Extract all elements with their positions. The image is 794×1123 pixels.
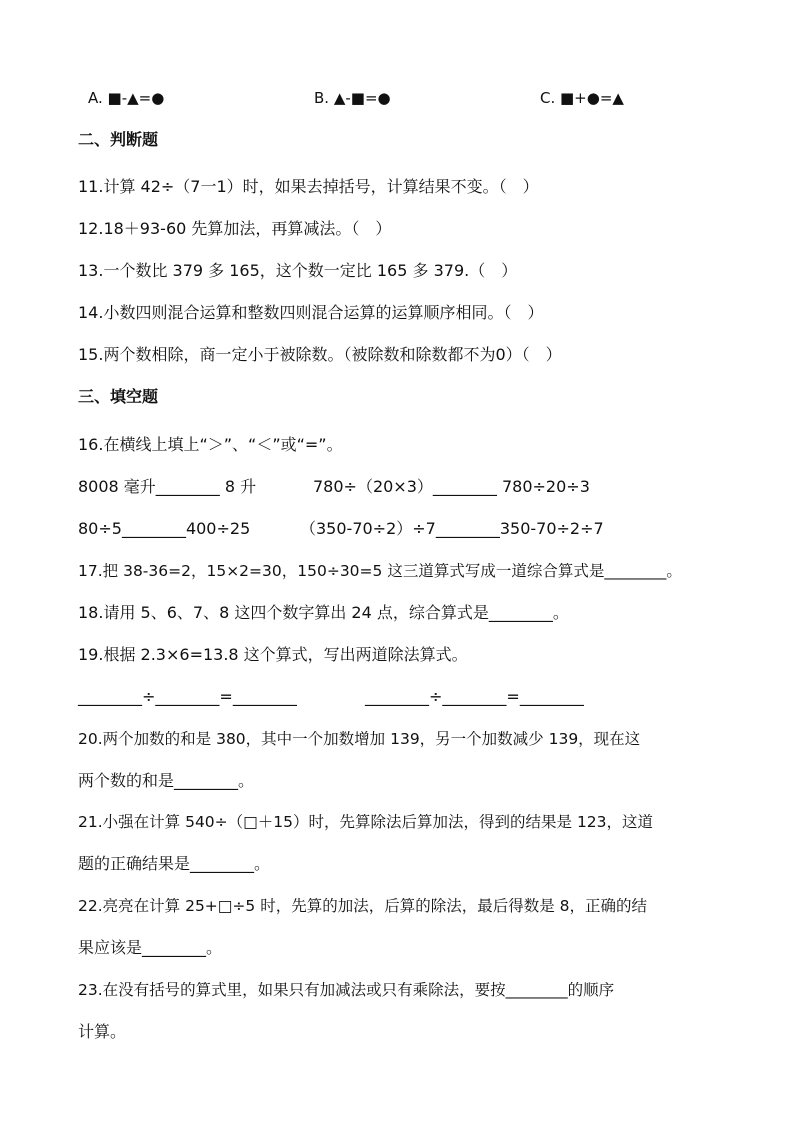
question-19-blank-1: ________÷________=________ [78, 687, 297, 706]
question-16-item-1: 8008 毫升________ 8 升 [78, 477, 257, 496]
question-13: 13.一个数比 379 多 165，这个数一定比 165 多 379.（ ） [78, 261, 518, 280]
question-19-blank-2: ________÷________=________ [365, 687, 584, 706]
question-14: 14.小数四则混合运算和整数四则混合运算的运算顺序相同。（ ） [78, 303, 544, 322]
question-20-line-2: 两个数的和是________。 [78, 771, 255, 790]
question-22-line-1: 22.亮亮在计算 25+□÷5 时，先算的加法，后算的除法，最后得数是 8，正确的结 [78, 897, 647, 915]
choice-c: C. ■+●=▲ [540, 89, 624, 107]
question-12: 12.18＋93-60 先算加法，再算减法。（ ） [78, 219, 392, 238]
question-23-line-2: 计算。 [78, 1022, 127, 1041]
choice-a: A. ■-▲=● [88, 89, 165, 107]
section-heading-fill-blank: 三、填空题 [78, 387, 159, 406]
choice-b: B. ▲-■=● [314, 89, 391, 107]
question-16-prompt: 16.在横线上填上“＞”、“＜”或“=”。 [78, 435, 343, 454]
question-17: 17.把 38-36=2，15×2=30，150÷30=5 这三道算式写成一道综合算式是________。 [78, 562, 682, 580]
question-18: 18.请用 5、6、7、8 这四个数字算出 24 点，综合算式是________。 [78, 603, 569, 622]
question-11: 11.计算 42÷（7一1）时，如果去掉括号，计算结果不变。（ ） [78, 177, 539, 196]
question-20-line-1: 20.两个加数的和是 380，其中一个加数增加 139，另一个加数减少 139，现在这 [78, 730, 641, 748]
question-21-line-1: 21.小强在计算 540÷（□＋15）时，先算除法后算加法，得到的结果是 123，这道 [78, 813, 654, 831]
question-16-item-2: 780÷（20×3）________ 780÷20÷3 [313, 477, 590, 496]
question-16-item-3: 80÷5________400÷25 [78, 519, 251, 538]
question-21-line-2: 题的正确结果是________。 [78, 854, 271, 873]
question-19-prompt: 19.根据 2.3×6=13.8 这个算式，写出两道除法算式。 [78, 645, 468, 664]
question-15: 15.两个数相除，商一定小于被除数。（被除数和除数都不为0）（ ） [78, 345, 562, 364]
question-22-line-2: 果应该是________。 [78, 938, 223, 957]
question-23-line-1: 23.在没有括号的算式里，如果只有加减法或只有乘除法，要按________的顺序 [78, 981, 615, 999]
section-heading-judgement: 二、判断题 [78, 130, 159, 149]
question-16-item-4: （350-70÷2）÷7________350-70÷2÷7 [300, 519, 604, 538]
